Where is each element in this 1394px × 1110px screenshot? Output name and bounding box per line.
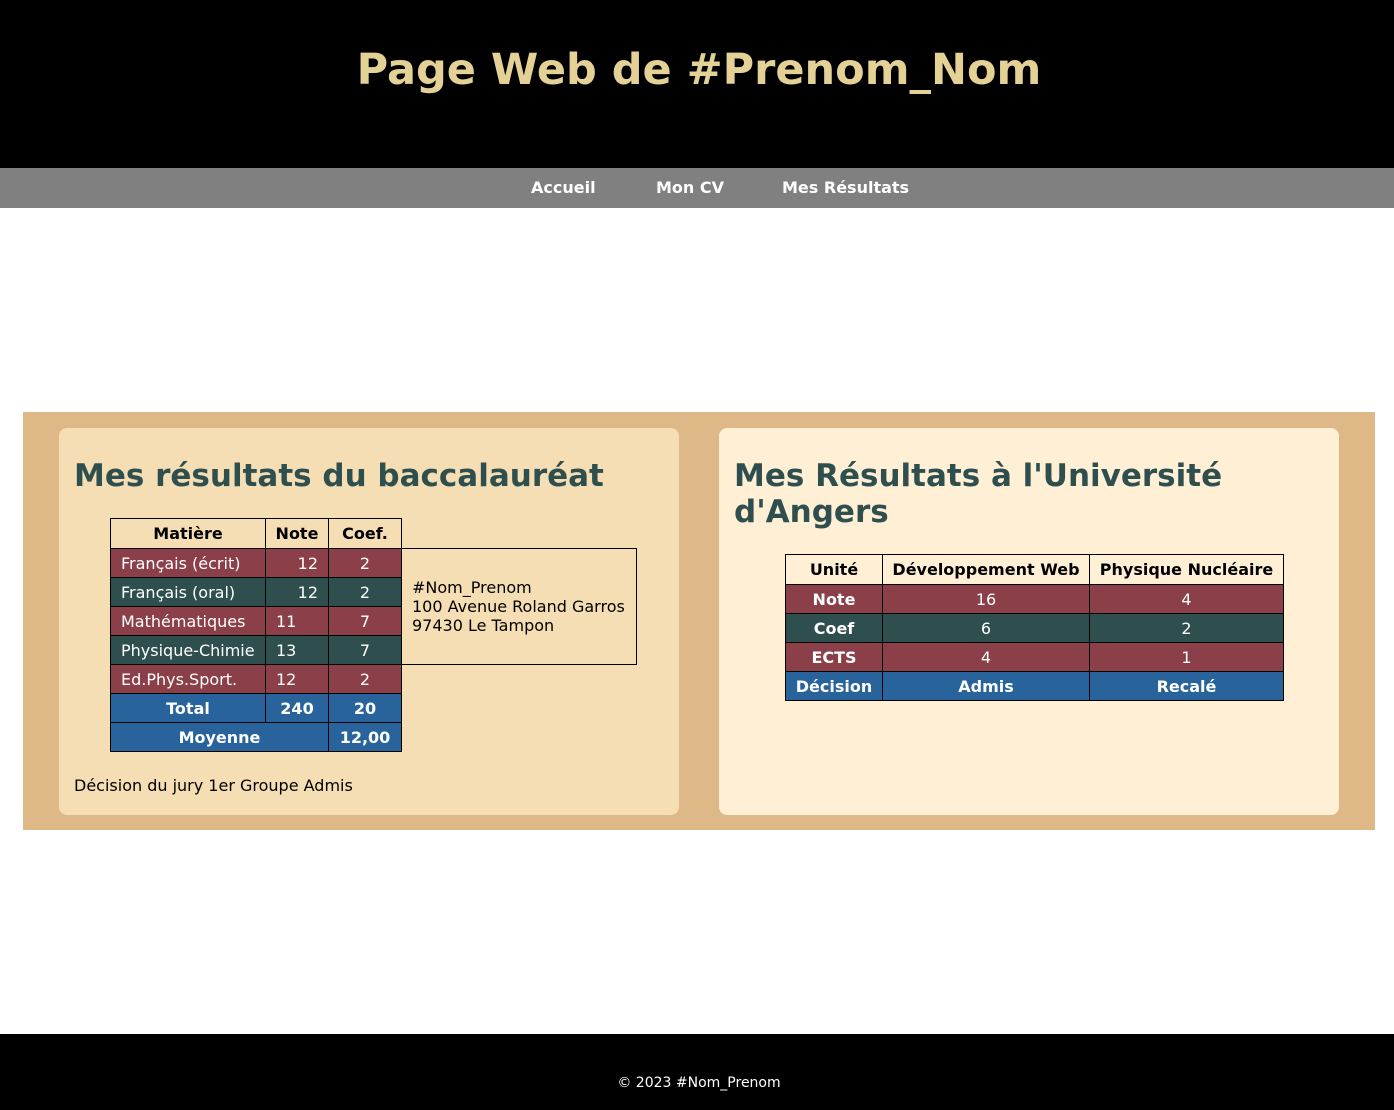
copyright-text: © 2023 #Nom_Prenom bbox=[617, 1075, 781, 1091]
table-row bbox=[786, 672, 1284, 701]
header-coef: Coef. bbox=[329, 519, 402, 549]
address-street: 100 Avenue Roland Garros bbox=[412, 597, 625, 616]
coef-cell: 2 bbox=[329, 578, 402, 607]
row-label-coef: Coef bbox=[786, 614, 883, 643]
jury-decision: Décision du jury 1er Groupe Admis bbox=[74, 776, 353, 795]
subject-cell: Physique-Chimie bbox=[111, 636, 266, 665]
site-footer bbox=[0, 1034, 1394, 1110]
value-cell: 4 bbox=[883, 643, 1090, 672]
subject-cell: Français (écrit) bbox=[111, 549, 266, 578]
row-label-decision: Décision bbox=[786, 672, 883, 701]
nav-link-accueil[interactable]: Accueil bbox=[531, 178, 596, 197]
subject-cell: Français (oral) bbox=[111, 578, 266, 607]
subject-cell: Mathématiques bbox=[111, 607, 266, 636]
total-note: 240 bbox=[266, 694, 329, 723]
total-coef: 20 bbox=[329, 694, 402, 723]
note-cell: 13 bbox=[266, 636, 329, 665]
header-physique-nucleaire: Physique Nucléaire bbox=[1090, 555, 1284, 585]
table-row bbox=[786, 643, 1284, 672]
average-label: Moyenne bbox=[111, 723, 329, 752]
coef-cell: 7 bbox=[329, 607, 402, 636]
address-city: 97430 Le Tampon bbox=[412, 616, 555, 635]
value-cell: 4 bbox=[1090, 585, 1284, 614]
bac-results-table bbox=[110, 518, 637, 752]
note-cell: 11 bbox=[266, 607, 329, 636]
average-value: 12,00 bbox=[329, 723, 402, 752]
note-cell: 12 bbox=[266, 578, 329, 607]
coef-cell: 7 bbox=[329, 636, 402, 665]
header-developpement-web: Développement Web bbox=[883, 555, 1090, 585]
subject-cell: Ed.Phys.Sport. bbox=[111, 665, 266, 694]
site-title: Page Web de #Prenom_Nom bbox=[356, 45, 1042, 95]
results-section bbox=[23, 412, 1375, 830]
header-matiere: Matière bbox=[111, 519, 266, 549]
table-header-row bbox=[111, 519, 637, 549]
university-results-card bbox=[719, 428, 1339, 815]
nav-link-mon-cv[interactable]: Mon CV bbox=[656, 178, 724, 197]
site-header bbox=[0, 0, 1394, 168]
navbar bbox=[0, 168, 1394, 208]
bac-results-card bbox=[59, 428, 679, 815]
row-label-ects: ECTS bbox=[786, 643, 883, 672]
total-row bbox=[111, 694, 637, 723]
table-header-row bbox=[786, 555, 1284, 585]
bac-results-title: Mes résultats du baccalauréat bbox=[74, 458, 604, 494]
value-cell: 6 bbox=[883, 614, 1090, 643]
coef-cell: 2 bbox=[329, 665, 402, 694]
university-results-table bbox=[785, 554, 1284, 701]
coef-cell: 2 bbox=[329, 549, 402, 578]
table-row bbox=[111, 665, 637, 694]
decision-cell: Recalé bbox=[1090, 672, 1284, 701]
table-row bbox=[786, 585, 1284, 614]
header-unite: Unité bbox=[786, 555, 883, 585]
header-note: Note bbox=[266, 519, 329, 549]
total-label: Total bbox=[111, 694, 266, 723]
decision-cell: Admis bbox=[883, 672, 1090, 701]
value-cell: 1 bbox=[1090, 643, 1284, 672]
table-row bbox=[111, 549, 637, 578]
note-cell: 12 bbox=[266, 549, 329, 578]
university-results-title: Mes Résultats à l'Université d'Angers bbox=[734, 458, 1223, 530]
row-label-note: Note bbox=[786, 585, 883, 614]
note-cell: 12 bbox=[266, 665, 329, 694]
table-row bbox=[786, 614, 1284, 643]
value-cell: 16 bbox=[883, 585, 1090, 614]
average-row bbox=[111, 723, 637, 752]
address-block bbox=[402, 549, 637, 665]
address-name: #Nom_Prenom bbox=[412, 578, 532, 597]
nav-link-mes-resultats[interactable]: Mes Résultats bbox=[782, 178, 910, 197]
value-cell: 2 bbox=[1090, 614, 1284, 643]
